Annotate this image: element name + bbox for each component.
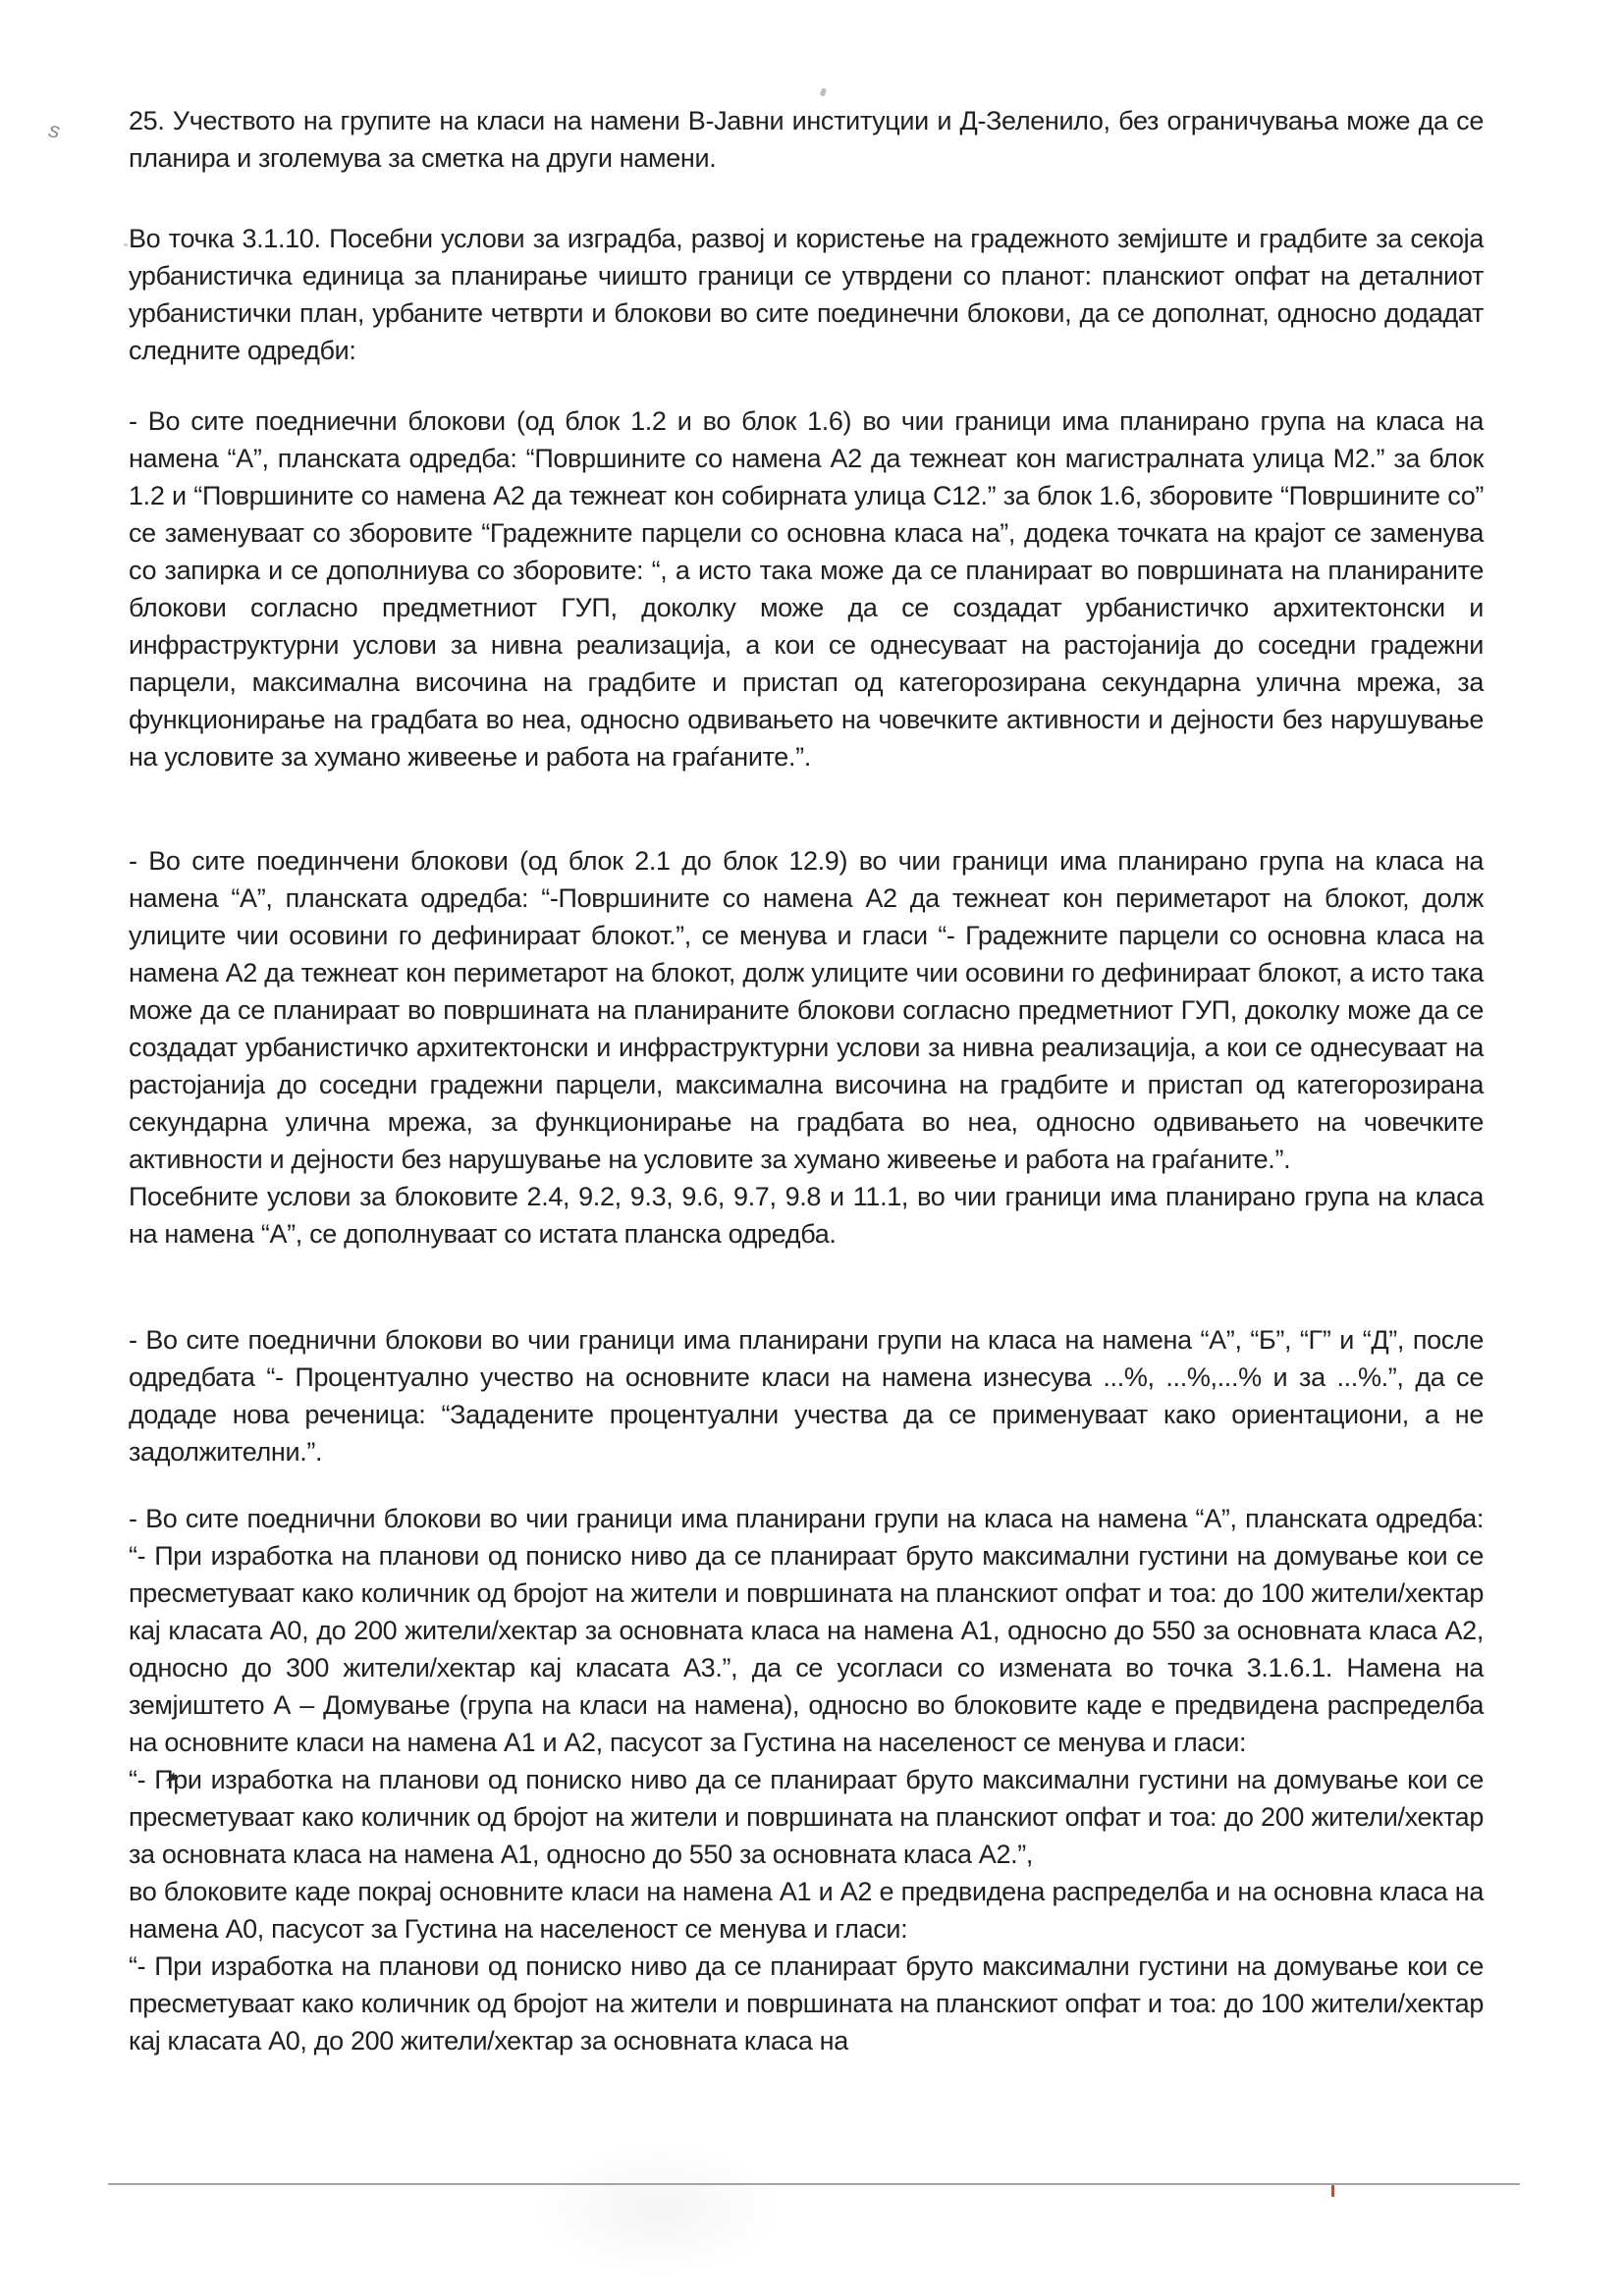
paragraph-blocks-1-2-and-1-6 [129,402,1484,775]
paragraph-percentage-shares [129,1321,1484,1470]
ink-dot-artifact [164,1772,175,1781]
pen-mark-artifact: ѕ [44,117,65,143]
footer-divider-line [108,2183,1520,2185]
paragraph-text: - Во сите поеднични блокови во чии граници има планирани групи на класа на намена “А”, “Б”, “Г” и “Д”, после одредбата “- Процентуално учество на основните класи на намена изнесува ...%, ...%,...% и за ...%.”, да се додаде нова реченица: “Зададените процентуални учества да се применуваат како ориентациони, а не задолжителни.”. [129,1325,1484,1467]
paragraph-point-3-1-10 [129,220,1484,369]
paragraph-text: Во точка 3.1.10. Посебни услови за изградба, развој и користење на градежното земјиште и градбите за секоја урбанистичка единица за планирање чиишто граници се утврдени со планот: планскиот опфат на деталниот урбанистички план, урбаните четврти и блокови во сите поединечни блокови, да се дополнат, односно додадат следните одредби: [129,224,1484,365]
scan-speck-artifact [820,87,827,96]
scan-smudge-artifact [530,2140,785,2277]
red-tick-artifact [1331,2185,1334,2197]
paragraph-blocks-2-1-to-12-9 [129,842,1484,1253]
paragraph-text: - Во сите поединчени блокови (од блок 2.1 до блок 12.9) во чии граници има планирано група на класа на намена “А”, планската одредба: “-Површините со намена А2 да тежнеат кон периметарот на блокот, долж улиците чии осовини го дефинираат блокот.”, се менува и гласи “- Градежните парцели со основна класа на намена А2 да тежнеат кон периметарот на блокот, долж улиците чии осовини го дефинираат блокот, а исто така може да се планираат во површината на планираните блокови согласно предметниот ГУП, доколку може да се создадат урбанистичко архитектонски и инфраструктурни услови за нивна реализација, а кои се однесуваат на растојанија до соседни градежни парцели, максимална височина на градбите и пристап од категорозирана секундарна улична мрежа, за функционирање на градбата во неа, односно одвивањето на човечките активности и дејности без нарушување на условите за хумано живеење и работа на граѓаните.”. [129,846,1484,1174]
paragraph-text: - Во сите поедниечни блокови (од блок 1.2 и во блок 1.6) во чии граници има планирано група на класа на намена “А”, планската одредба: “Површините со намена А2 да тежнеат кон магистралната улица М2.” за блок 1.2 и “Површините со намена А2 да тежнеат кон собирната улица С12.” за блок 1.6, зборовите “Површините со” се заменуваат со зборовите “Градежните парцели со основна класа на”, додека точката на крајот се заменува со запирка и се дополниува со зборовите: “, а исто така може да се планираат во површината на планираните блокови согласно предметниот ГУП, доколку може да се создадат урбанистичко архитектонски и инфраструктурни услови за нивна реализација, а кои се однесуваат на растојанија до соседни градежни парцели, максимална височина на градбите и пристап од категорозирана секундарна улична мрежа, за функционирање на градбата во неа, односно одвивањето на човечките активности и дејности без нарушување на условите за хумано живеење и работа на граѓаните.”. [129,406,1484,772]
paragraph-text: 25. Учеството на групите на класи на намени В-Јавни институции и Д-Зеленило, без ограничувања може да се планира и зголемува за сметка на други намени. [129,106,1484,173]
scan-speck-artifact [124,243,128,246]
paragraph-text-special-conditions: Посебните услови за блоковите 2.4, 9.2, 9.3, 9.6, 9.7, 9.8 и 11.1, во чии граници има планирано група на класа на намена “А”, се дополнуваат со истата планска одредба. [129,1182,1484,1249]
paragraph-25-participation [129,102,1484,177]
paragraph-text-density-a1-a2: “- При изработка на планови од пониско ниво да се планираат бруто максимални густини на домување кои се пресметуваат како количник од бројот на жители и површината на планскиот опфат и тоа: до 200 жители/хектар за основната класа на намена А1, односно до 550 за основната класа А2.”, [129,1765,1484,1869]
paragraph-text-density-a0: “- При изработка на планови од пониско ниво да се планираат бруто максимални густини на домување кои се пресметуваат како количник од бројот на жители и површината на планскиот опфат и тоа: до 100 жители/хектар кај класата А0, до 200 жители/хектар за основната класа на [129,1951,1484,2056]
paragraph-text-blocks-with-a0: во блоковите каде покрај основните класи на намена А1 и А2 е предвидена распределба и на основна класа на намена А0, пасусот за Густина на населеност се менува и гласи: [129,1877,1484,1944]
paragraph-text: - Во сите поеднични блокови во чии граници има планирани групи на класа на намена “А”, планската одредба: “- При изработка на планови од пониско ниво да се планираат бруто максимални густини на домување кои се пресметуваат како количник од бројот на жители и површината на планскиот опфат и тоа: до 100 жители/хектар кај класата А0, до 200 жители/хектар за основната класа на намена А1, односно до 550 за основната класа А2, односно до 300 жители/хектар кај класата А3.”, да се усогласи со измената во точка 3.1.6.1. Намена на земјиштето А – Домување (група на класи на намена), односно во блоковите каде е предвидена распределба на основните класи на намена А1 и А2, пасусот за Густина на населеност се менува и гласи: [129,1504,1484,1757]
paragraph-density-provisions [129,1500,1484,2059]
